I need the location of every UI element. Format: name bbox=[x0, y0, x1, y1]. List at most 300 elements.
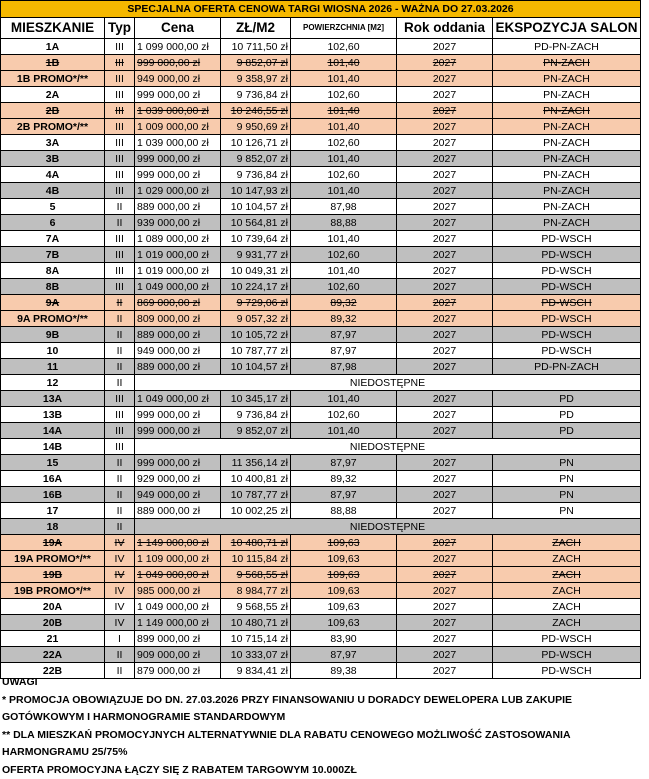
type-cell: III bbox=[105, 183, 135, 199]
area-cell: 89,38 bbox=[291, 663, 397, 679]
year-cell: 2027 bbox=[397, 231, 493, 247]
price-cell: 889 000,00 zł bbox=[135, 327, 221, 343]
year-cell: 2027 bbox=[397, 615, 493, 631]
price-cell: 1 149 000,00 zł bbox=[135, 535, 221, 551]
area-cell: 87,97 bbox=[291, 455, 397, 471]
price-cell: 1 039 000,00 zł bbox=[135, 103, 221, 119]
apartment-cell: 7A bbox=[1, 231, 105, 247]
price-cell: 1 099 000,00 zł bbox=[135, 39, 221, 55]
year-cell: 2027 bbox=[397, 279, 493, 295]
area-cell: 102,60 bbox=[291, 39, 397, 55]
exposure-cell: PN-ZACH bbox=[493, 103, 641, 119]
area-cell: 101,40 bbox=[291, 391, 397, 407]
area-cell: 88,88 bbox=[291, 503, 397, 519]
exposure-cell: PD-PN-ZACH bbox=[493, 359, 641, 375]
year-cell: 2027 bbox=[397, 87, 493, 103]
price-cell: 999 000,00 zł bbox=[135, 151, 221, 167]
area-cell: 87,97 bbox=[291, 647, 397, 663]
price-cell: 999 000,00 zł bbox=[135, 87, 221, 103]
price-per-m2-cell: 9 736,84 zł bbox=[221, 167, 291, 183]
price-per-m2-cell: 10 480,71 zł bbox=[221, 535, 291, 551]
price-cell: 999 000,00 zł bbox=[135, 455, 221, 471]
apartment-cell: 9A PROMO*/** bbox=[1, 311, 105, 327]
header-row bbox=[1, 18, 641, 39]
exposure-cell: PD-WSCH bbox=[493, 647, 641, 663]
year-cell: 2027 bbox=[397, 487, 493, 503]
type-cell: IV bbox=[105, 599, 135, 615]
apartment-cell: 18 bbox=[1, 519, 105, 535]
apartment-cell: 16A bbox=[1, 471, 105, 487]
apartment-cell: 2B bbox=[1, 103, 105, 119]
table-row bbox=[1, 199, 641, 215]
exposure-cell: ZACH bbox=[493, 599, 641, 615]
area-cell: 101,40 bbox=[291, 231, 397, 247]
type-cell: I bbox=[105, 631, 135, 647]
price-cell: 949 000,00 zł bbox=[135, 343, 221, 359]
apartment-cell: 14B bbox=[1, 439, 105, 455]
table-row bbox=[1, 615, 641, 631]
apartment-cell: 2B PROMO*/** bbox=[1, 119, 105, 135]
unavailable-cell: NIEDOSTĘPNE bbox=[135, 439, 641, 455]
area-cell: 101,40 bbox=[291, 183, 397, 199]
price-cell: 1 049 000,00 zł bbox=[135, 567, 221, 583]
type-cell: III bbox=[105, 391, 135, 407]
year-cell: 2027 bbox=[397, 215, 493, 231]
note-line: OFERTA PROMOCYJNA ŁĄCZY SIĘ Z RABATEM TARGOWYM 10.000ZŁ bbox=[2, 762, 647, 779]
area-cell: 101,40 bbox=[291, 423, 397, 439]
price-per-m2-cell: 9 729,06 zł bbox=[221, 295, 291, 311]
table-row bbox=[1, 39, 641, 55]
area-cell: 109,63 bbox=[291, 599, 397, 615]
price-cell: 1 149 000,00 zł bbox=[135, 615, 221, 631]
year-cell: 2027 bbox=[397, 359, 493, 375]
type-cell: III bbox=[105, 135, 135, 151]
table-row bbox=[1, 215, 641, 231]
price-cell: 929 000,00 zł bbox=[135, 471, 221, 487]
year-cell: 2027 bbox=[397, 167, 493, 183]
price-cell: 1 019 000,00 zł bbox=[135, 247, 221, 263]
apartment-cell: 20A bbox=[1, 599, 105, 615]
note-line: HARMONGRAMU 25/75% bbox=[2, 744, 647, 762]
area-cell: 109,63 bbox=[291, 583, 397, 599]
type-cell: III bbox=[105, 247, 135, 263]
price-cell: 999 000,00 zł bbox=[135, 55, 221, 71]
type-cell: II bbox=[105, 359, 135, 375]
type-cell: III bbox=[105, 71, 135, 87]
price-cell: 999 000,00 zł bbox=[135, 407, 221, 423]
price-per-m2-cell: 9 736,84 zł bbox=[221, 407, 291, 423]
price-per-m2-cell: 10 480,71 zł bbox=[221, 615, 291, 631]
price-per-m2-cell: 10 246,55 zł bbox=[221, 103, 291, 119]
year-cell: 2027 bbox=[397, 583, 493, 599]
table-row bbox=[1, 55, 641, 71]
price-per-m2-cell: 11 356,14 zł bbox=[221, 455, 291, 471]
price-cell: 985 000,00 zł bbox=[135, 583, 221, 599]
price-per-m2-cell: 10 787,77 zł bbox=[221, 343, 291, 359]
notes-section bbox=[2, 674, 647, 779]
exposure-cell: PN-ZACH bbox=[493, 71, 641, 87]
table-row bbox=[1, 567, 641, 583]
area-cell: 87,97 bbox=[291, 487, 397, 503]
price-cell: 889 000,00 zł bbox=[135, 503, 221, 519]
year-cell: 2027 bbox=[397, 535, 493, 551]
price-per-m2-cell: 10 400,81 zł bbox=[221, 471, 291, 487]
type-cell: II bbox=[105, 295, 135, 311]
apartment-cell: 8A bbox=[1, 263, 105, 279]
area-cell: 87,97 bbox=[291, 343, 397, 359]
year-cell: 2027 bbox=[397, 455, 493, 471]
table-row bbox=[1, 279, 641, 295]
apartment-cell: 7B bbox=[1, 247, 105, 263]
exposure-cell: PD-PN-ZACH bbox=[493, 39, 641, 55]
type-cell: IV bbox=[105, 615, 135, 631]
year-cell: 2027 bbox=[397, 295, 493, 311]
price-cell: 949 000,00 zł bbox=[135, 487, 221, 503]
table-row bbox=[1, 183, 641, 199]
exposure-cell: PD-WSCH bbox=[493, 327, 641, 343]
table-row bbox=[1, 455, 641, 471]
price-cell: 909 000,00 zł bbox=[135, 647, 221, 663]
type-cell: II bbox=[105, 519, 135, 535]
area-cell: 109,63 bbox=[291, 615, 397, 631]
type-cell: IV bbox=[105, 551, 135, 567]
table-row bbox=[1, 599, 641, 615]
price-per-m2-cell: 9 950,69 zł bbox=[221, 119, 291, 135]
table-row bbox=[1, 535, 641, 551]
apartment-cell: 20B bbox=[1, 615, 105, 631]
exposure-cell: PD-WSCH bbox=[493, 663, 641, 679]
price-per-m2-cell: 9 931,77 zł bbox=[221, 247, 291, 263]
apartment-cell: 12 bbox=[1, 375, 105, 391]
type-cell: III bbox=[105, 407, 135, 423]
price-per-m2-cell: 10 787,77 zł bbox=[221, 487, 291, 503]
apartment-cell: 4B bbox=[1, 183, 105, 199]
type-cell: III bbox=[105, 423, 135, 439]
table-row bbox=[1, 647, 641, 663]
apartment-cell: 1B PROMO*/** bbox=[1, 71, 105, 87]
area-cell: 109,63 bbox=[291, 551, 397, 567]
exposure-cell: PD-WSCH bbox=[493, 279, 641, 295]
area-cell: 88,88 bbox=[291, 215, 397, 231]
type-cell: III bbox=[105, 39, 135, 55]
exposure-cell: PD-WSCH bbox=[493, 231, 641, 247]
note-line: GOTÓWKOWYM I HARMONOGRAMIE STANDARDOWYM bbox=[2, 709, 647, 727]
note-line: ** DLA MIESZKAŃ PROMOCYJNYCH ALTERNATYWNIE DLA RABATU CENOWEGO MOŻLIWOŚĆ ZASTOSOWANIA bbox=[2, 727, 647, 745]
year-cell: 2027 bbox=[397, 631, 493, 647]
apartment-cell: 14A bbox=[1, 423, 105, 439]
price-cell: 949 000,00 zł bbox=[135, 71, 221, 87]
apartment-cell: 9A bbox=[1, 295, 105, 311]
year-cell: 2027 bbox=[397, 151, 493, 167]
type-cell: III bbox=[105, 231, 135, 247]
area-cell: 102,60 bbox=[291, 279, 397, 295]
year-cell: 2027 bbox=[397, 263, 493, 279]
area-cell: 89,32 bbox=[291, 311, 397, 327]
col-header-type: Typ bbox=[105, 18, 135, 39]
area-cell: 87,98 bbox=[291, 359, 397, 375]
table-body bbox=[1, 39, 641, 679]
exposure-cell: PN-ZACH bbox=[493, 135, 641, 151]
exposure-cell: PD-WSCH bbox=[493, 295, 641, 311]
table-row bbox=[1, 231, 641, 247]
table-row bbox=[1, 263, 641, 279]
type-cell: IV bbox=[105, 583, 135, 599]
col-header-price-per-m2: ZŁ/M2 bbox=[221, 18, 291, 39]
type-cell: IV bbox=[105, 535, 135, 551]
table-row bbox=[1, 391, 641, 407]
unavailable-cell: NIEDOSTĘPNE bbox=[135, 375, 641, 391]
price-per-m2-cell: 9 568,55 zł bbox=[221, 599, 291, 615]
type-cell: II bbox=[105, 199, 135, 215]
price-per-m2-cell: 9 834,41 zł bbox=[221, 663, 291, 679]
year-cell: 2027 bbox=[397, 503, 493, 519]
table-row bbox=[1, 471, 641, 487]
price-per-m2-cell: 10 002,25 zł bbox=[221, 503, 291, 519]
area-cell: 83,90 bbox=[291, 631, 397, 647]
exposure-cell: PD bbox=[493, 391, 641, 407]
exposure-cell: ZACH bbox=[493, 535, 641, 551]
type-cell: III bbox=[105, 439, 135, 455]
table-row bbox=[1, 103, 641, 119]
year-cell: 2027 bbox=[397, 567, 493, 583]
type-cell: II bbox=[105, 311, 135, 327]
table-row bbox=[1, 519, 641, 535]
table-row bbox=[1, 423, 641, 439]
year-cell: 2027 bbox=[397, 183, 493, 199]
exposure-cell: ZACH bbox=[493, 583, 641, 599]
area-cell: 102,60 bbox=[291, 247, 397, 263]
apartment-cell: 11 bbox=[1, 359, 105, 375]
table-row bbox=[1, 503, 641, 519]
type-cell: III bbox=[105, 151, 135, 167]
price-per-m2-cell: 10 224,17 zł bbox=[221, 279, 291, 295]
exposure-cell: PD bbox=[493, 423, 641, 439]
price-per-m2-cell: 9 057,32 zł bbox=[221, 311, 291, 327]
type-cell: II bbox=[105, 647, 135, 663]
col-header-area: POWIERZCHNIA [M2] bbox=[291, 18, 397, 39]
apartment-cell: 6 bbox=[1, 215, 105, 231]
type-cell: III bbox=[105, 279, 135, 295]
price-per-m2-cell: 10 715,14 zł bbox=[221, 631, 291, 647]
year-cell: 2027 bbox=[397, 647, 493, 663]
apartment-cell: 21 bbox=[1, 631, 105, 647]
year-cell: 2027 bbox=[397, 343, 493, 359]
apartment-cell: 19B bbox=[1, 567, 105, 583]
exposure-cell: PD-WSCH bbox=[493, 631, 641, 647]
year-cell: 2027 bbox=[397, 663, 493, 679]
price-cell: 869 000,00 zł bbox=[135, 295, 221, 311]
table-row bbox=[1, 359, 641, 375]
col-header-year: Rok oddania bbox=[397, 18, 493, 39]
price-cell: 889 000,00 zł bbox=[135, 199, 221, 215]
price-per-m2-cell: 10 739,64 zł bbox=[221, 231, 291, 247]
exposure-cell: ZACH bbox=[493, 551, 641, 567]
table-row bbox=[1, 631, 641, 647]
type-cell: II bbox=[105, 215, 135, 231]
type-cell: II bbox=[105, 487, 135, 503]
price-per-m2-cell: 9 568,55 zł bbox=[221, 567, 291, 583]
price-cell: 899 000,00 zł bbox=[135, 631, 221, 647]
price-cell: 1 049 000,00 zł bbox=[135, 599, 221, 615]
year-cell: 2027 bbox=[397, 311, 493, 327]
table-row bbox=[1, 375, 641, 391]
year-cell: 2027 bbox=[397, 391, 493, 407]
price-per-m2-cell: 10 126,71 zł bbox=[221, 135, 291, 151]
area-cell: 101,40 bbox=[291, 263, 397, 279]
price-cell: 999 000,00 zł bbox=[135, 423, 221, 439]
area-cell: 101,40 bbox=[291, 119, 397, 135]
apartment-cell: 22A bbox=[1, 647, 105, 663]
apartment-cell: 22B bbox=[1, 663, 105, 679]
year-cell: 2027 bbox=[397, 103, 493, 119]
price-cell: 1 049 000,00 zł bbox=[135, 279, 221, 295]
exposure-cell: PD-WSCH bbox=[493, 343, 641, 359]
exposure-cell: PN-ZACH bbox=[493, 199, 641, 215]
exposure-cell: PN-ZACH bbox=[493, 55, 641, 71]
apartment-cell: 15 bbox=[1, 455, 105, 471]
apartment-cell: 1A bbox=[1, 39, 105, 55]
price-per-m2-cell: 9 852,07 zł bbox=[221, 55, 291, 71]
exposure-cell: PN-ZACH bbox=[493, 167, 641, 183]
table-row bbox=[1, 407, 641, 423]
area-cell: 101,40 bbox=[291, 71, 397, 87]
table-row bbox=[1, 439, 641, 455]
table-row bbox=[1, 487, 641, 503]
type-cell: II bbox=[105, 503, 135, 519]
year-cell: 2027 bbox=[397, 471, 493, 487]
exposure-cell: PD-WSCH bbox=[493, 247, 641, 263]
price-per-m2-cell: 9 852,07 zł bbox=[221, 151, 291, 167]
year-cell: 2027 bbox=[397, 247, 493, 263]
exposure-cell: PN-ZACH bbox=[493, 151, 641, 167]
exposure-cell: PN-ZACH bbox=[493, 119, 641, 135]
offer-banner: SPECJALNA OFERTA CENOWA TARGI WIOSNA 2026 - WAŻNA DO 27.03.2026 bbox=[1, 1, 641, 18]
area-cell: 101,40 bbox=[291, 151, 397, 167]
apartment-cell: 19A bbox=[1, 535, 105, 551]
apartment-cell: 19A PROMO*/** bbox=[1, 551, 105, 567]
exposure-cell: PN bbox=[493, 455, 641, 471]
price-per-m2-cell: 10 105,72 zł bbox=[221, 327, 291, 343]
price-cell: 1 089 000,00 zł bbox=[135, 231, 221, 247]
exposure-cell: ZACH bbox=[493, 567, 641, 583]
price-per-m2-cell: 9 358,97 zł bbox=[221, 71, 291, 87]
price-per-m2-cell: 8 984,77 zł bbox=[221, 583, 291, 599]
area-cell: 89,32 bbox=[291, 471, 397, 487]
year-cell: 2027 bbox=[397, 407, 493, 423]
area-cell: 89,32 bbox=[291, 295, 397, 311]
apartment-cell: 3A bbox=[1, 135, 105, 151]
type-cell: IV bbox=[105, 567, 135, 583]
col-header-apartment: MIESZKANIE bbox=[1, 18, 105, 39]
price-per-m2-cell: 10 711,50 zł bbox=[221, 39, 291, 55]
unavailable-cell: NIEDOSTĘPNE bbox=[135, 519, 641, 535]
exposure-cell: PD bbox=[493, 407, 641, 423]
price-per-m2-cell: 10 115,84 zł bbox=[221, 551, 291, 567]
area-cell: 109,63 bbox=[291, 535, 397, 551]
table-row bbox=[1, 327, 641, 343]
exposure-cell: PN bbox=[493, 471, 641, 487]
price-cell: 889 000,00 zł bbox=[135, 359, 221, 375]
table-row bbox=[1, 151, 641, 167]
area-cell: 87,97 bbox=[291, 327, 397, 343]
apartment-cell: 17 bbox=[1, 503, 105, 519]
year-cell: 2027 bbox=[397, 55, 493, 71]
price-per-m2-cell: 10 104,57 zł bbox=[221, 199, 291, 215]
apartment-cell: 16B bbox=[1, 487, 105, 503]
apartment-cell: 13B bbox=[1, 407, 105, 423]
table-row bbox=[1, 343, 641, 359]
apartment-cell: 9B bbox=[1, 327, 105, 343]
table-row bbox=[1, 247, 641, 263]
table-row bbox=[1, 119, 641, 135]
apartment-cell: 8B bbox=[1, 279, 105, 295]
type-cell: II bbox=[105, 375, 135, 391]
year-cell: 2027 bbox=[397, 135, 493, 151]
exposure-cell: PD-WSCH bbox=[493, 311, 641, 327]
area-cell: 109,63 bbox=[291, 567, 397, 583]
price-cell: 1 029 000,00 zł bbox=[135, 183, 221, 199]
price-per-m2-cell: 9 736,84 zł bbox=[221, 87, 291, 103]
exposure-cell: PN-ZACH bbox=[493, 183, 641, 199]
price-per-m2-cell: 10 345,17 zł bbox=[221, 391, 291, 407]
apartment-cell: 1B bbox=[1, 55, 105, 71]
year-cell: 2027 bbox=[397, 599, 493, 615]
exposure-cell: PN bbox=[493, 487, 641, 503]
year-cell: 2027 bbox=[397, 119, 493, 135]
col-header-exposure: EKSPOZYCJA SALON bbox=[493, 18, 641, 39]
apartment-cell: 13A bbox=[1, 391, 105, 407]
price-cell: 999 000,00 zł bbox=[135, 167, 221, 183]
area-cell: 102,60 bbox=[291, 135, 397, 151]
table-row bbox=[1, 583, 641, 599]
area-cell: 101,40 bbox=[291, 55, 397, 71]
year-cell: 2027 bbox=[397, 71, 493, 87]
table-row bbox=[1, 551, 641, 567]
price-cell: 939 000,00 zł bbox=[135, 215, 221, 231]
table-row bbox=[1, 87, 641, 103]
exposure-cell: ZACH bbox=[493, 615, 641, 631]
area-cell: 87,98 bbox=[291, 199, 397, 215]
price-per-m2-cell: 10 049,31 zł bbox=[221, 263, 291, 279]
type-cell: II bbox=[105, 663, 135, 679]
type-cell: III bbox=[105, 103, 135, 119]
table-row bbox=[1, 71, 641, 87]
apartment-cell: 5 bbox=[1, 199, 105, 215]
type-cell: II bbox=[105, 327, 135, 343]
type-cell: II bbox=[105, 343, 135, 359]
price-per-m2-cell: 9 852,07 zł bbox=[221, 423, 291, 439]
price-cell: 1 039 000,00 zł bbox=[135, 135, 221, 151]
price-per-m2-cell: 10 147,93 zł bbox=[221, 183, 291, 199]
apartment-cell: 3B bbox=[1, 151, 105, 167]
price-per-m2-cell: 10 333,07 zł bbox=[221, 647, 291, 663]
area-cell: 101,40 bbox=[291, 103, 397, 119]
table-row bbox=[1, 135, 641, 151]
price-cell: 879 000,00 zł bbox=[135, 663, 221, 679]
exposure-cell: PD-WSCH bbox=[493, 263, 641, 279]
note-line: * PROMOCJA OBOWIĄZUJE DO DN. 27.03.2026 PRZY FINANSOWANIU U DORADCY DEWELOPERA LUB ZAKUPIE bbox=[2, 692, 647, 710]
table-row bbox=[1, 295, 641, 311]
exposure-cell: PN-ZACH bbox=[493, 87, 641, 103]
type-cell: II bbox=[105, 471, 135, 487]
offer-banner-row bbox=[1, 1, 641, 18]
type-cell: III bbox=[105, 263, 135, 279]
area-cell: 102,60 bbox=[291, 87, 397, 103]
apartment-cell: 4A bbox=[1, 167, 105, 183]
apartment-cell: 10 bbox=[1, 343, 105, 359]
year-cell: 2027 bbox=[397, 423, 493, 439]
price-cell: 1 109 000,00 zł bbox=[135, 551, 221, 567]
